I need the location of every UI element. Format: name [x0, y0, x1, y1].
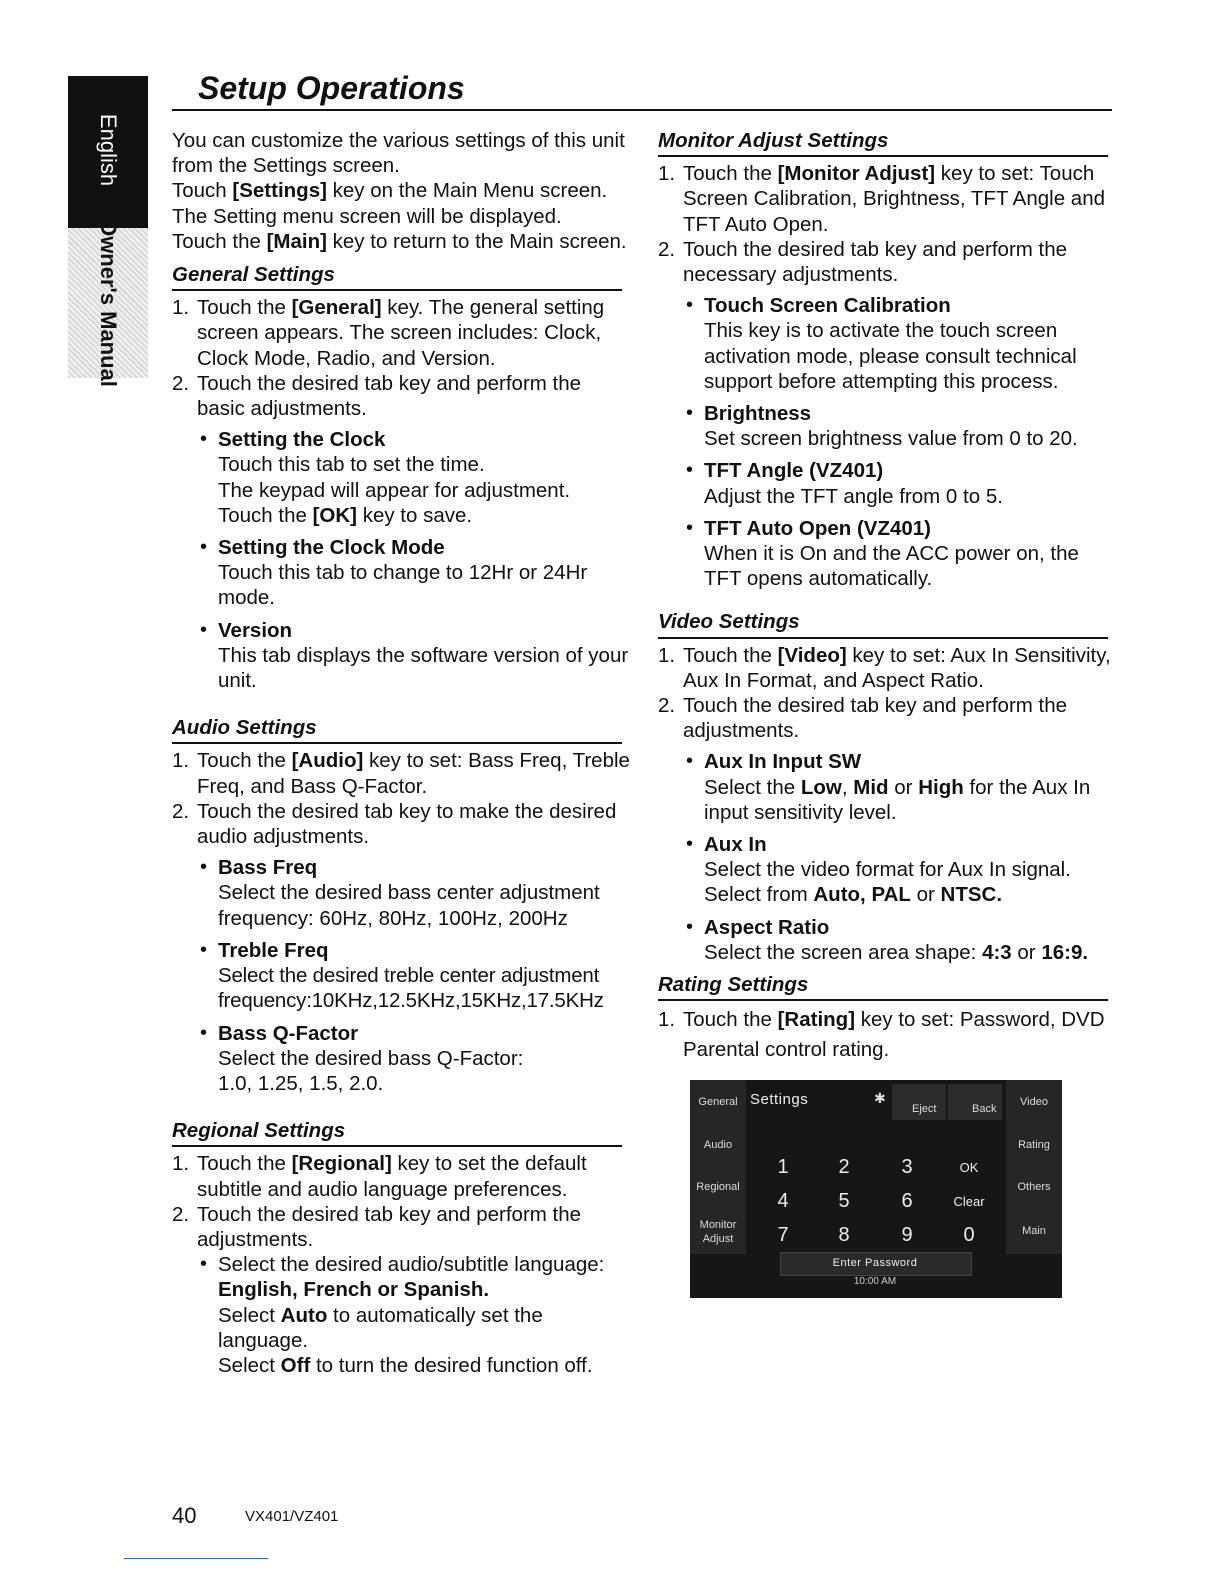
tab-video: Video — [1006, 1080, 1062, 1124]
section-title: Audio Settings — [172, 715, 622, 744]
settings-screen-image — [690, 1080, 1062, 1298]
clock-time: 10:00 AM — [853, 1276, 897, 1287]
intro-line-2: Touch [Settings] key on the Main Menu screen. — [172, 179, 608, 203]
model-number: VX401/VZ401 — [245, 1508, 339, 1525]
section-title: General Settings — [172, 262, 622, 291]
key-9: 9 — [901, 1224, 913, 1246]
bullets — [658, 749, 1114, 965]
bluetooth-icon: ✱ — [874, 1090, 886, 1106]
intro-line-1: You can customize the various settings of this unit from the Settings screen. — [172, 129, 625, 178]
page-title: Setup Operations — [198, 70, 465, 106]
step: 1. Touch the [Video] key to set: Aux In Sensitivity, Aux In Format, and Aspect Ratio. — [658, 643, 1111, 692]
footer-rule — [124, 1558, 268, 1559]
bullet-item: • Brightness Set screen brightness value from 0 to 20. — [686, 402, 1078, 451]
bullet-item: • TFT Auto Open (VZ401) When it is On and the ACC power on, the TFT opens automatically. — [686, 516, 1079, 591]
general-section — [172, 262, 632, 693]
regional-section — [172, 1118, 632, 1378]
key-8: 8 — [838, 1224, 850, 1246]
bullet-item: • Setting the Clock Mode Touch this tab to change to 12Hr or 24Hr mode. — [200, 536, 588, 610]
bullets — [172, 855, 632, 1096]
steps — [172, 748, 632, 849]
key-1: 1 — [777, 1156, 789, 1178]
step: 1. Touch the [Monitor Adjust] key to set: Touch Screen Calibration, Brightness, TFT Angle and TFT Auto Open. — [658, 162, 1106, 236]
screen-header: Settings — [750, 1091, 809, 1108]
step: 2. Touch the desired tab key and perform the adjustments. — [658, 694, 1068, 743]
step: 1. Touch the [Audio] key to set: Bass Freq, Treble Freq, and Bass Q-Factor. — [172, 749, 630, 798]
step: 2. Touch the desired tab key and perform the necessary adjustments. — [658, 237, 1068, 287]
key-7: 7 — [777, 1224, 789, 1246]
bullet-item: • Select the desired audio/subtitle language: English, French or Spanish. Select Auto to automatically set the language. Select Off to turn the desired function off. — [200, 1253, 605, 1377]
back-label: Back — [972, 1103, 997, 1115]
key-6: 6 — [901, 1190, 913, 1212]
bullet-item: • Aux In Select the video format for Aux In signal. Select from Auto, PAL or NTSC. — [686, 833, 1071, 907]
step: 2. Touch the desired tab key to make the desired audio adjustments. — [172, 799, 617, 849]
bullet-item: • Bass Freq Select the desired bass center adjustment frequency: 60Hz, 80Hz, 100Hz, 200Hz — [200, 856, 600, 930]
step: 2. Touch the desired tab key and perform the basic adjustments. — [172, 371, 582, 421]
bullet-item: • Aux In Input SW Select the Low, Mid or High for the Aux In input sensitivity level. — [686, 750, 1091, 824]
video-section — [658, 609, 1114, 965]
key-5: 5 — [838, 1190, 850, 1212]
intro-line-3: The Setting menu screen will be displayed. — [172, 204, 562, 228]
steps — [658, 643, 1114, 744]
bullets — [172, 1252, 632, 1378]
tab-main: Main — [1006, 1208, 1062, 1254]
tab-rating: Rating — [1006, 1124, 1062, 1166]
section-title: Regional Settings — [172, 1118, 622, 1147]
tab-regional: Regional — [690, 1166, 746, 1208]
steps — [172, 295, 632, 421]
bullet-item: • TFT Angle (VZ401) Adjust the TFT angle from 0 to 5. — [686, 459, 1003, 508]
intro — [172, 128, 632, 254]
key-2: 2 — [838, 1156, 850, 1178]
key-ok: OK — [959, 1160, 979, 1175]
bullet-item: • Touch Screen Calibration This key is to activate the touch screen activation mode, please consult technical support before attempting this process. — [686, 294, 1077, 393]
key-0: 0 — [963, 1224, 975, 1246]
tab-general: General — [690, 1080, 746, 1124]
right-column — [658, 128, 1114, 1065]
steps — [172, 1151, 632, 1252]
section-title: Rating Settings — [658, 972, 1108, 1001]
step: 2. Touch the desired tab key and perform the adjustments. — [172, 1202, 582, 1251]
section-title: Monitor Adjust Settings — [658, 128, 1108, 157]
bullet-item: • Aspect Ratio Select the screen area shape: 4:3 or 16:9. — [686, 915, 1089, 964]
eject-label: Eject — [912, 1103, 937, 1115]
side-tab-manual: Owner's Manual — [96, 219, 121, 387]
bullet-item: • Bass Q-Factor Select the desired bass Q-Factor: 1.0, 1.25, 1.5, 2.0. — [200, 1021, 524, 1095]
rating-section — [658, 972, 1114, 1065]
intro-line-4: Touch the [Main] key to return to the Main screen. — [172, 229, 627, 253]
tab-audio: Audio — [690, 1124, 746, 1166]
steps — [658, 1005, 1114, 1065]
audio-section — [172, 715, 632, 1096]
bullet-item: • Treble Freq Select the desired treble center adjustment frequency:10KHz,12.5KHz,15KHz,17.5KHz — [200, 938, 604, 1013]
password-prompt: Enter Password — [832, 1257, 918, 1269]
bullet-item: • Setting the Clock Touch this tab to set the time. The keypad will appear for adjustment. Touch the [OK] key to save. — [200, 428, 571, 527]
step: 1. Touch the [General] key. The general setting screen appears. The screen includes: Clock, Clock Mode, Radio, and Version. — [172, 296, 605, 370]
section-title: Video Settings — [658, 609, 1108, 638]
title-rule — [172, 109, 1112, 111]
bullets — [172, 427, 632, 693]
left-column — [172, 128, 632, 1385]
tab-monitor-adjust: Monitor Adjust — [690, 1208, 746, 1254]
steps — [658, 161, 1114, 287]
side-tab-language: English — [96, 113, 121, 187]
step: 1. Touch the [Regional] key to set the default subtitle and audio language preferences. — [172, 1152, 587, 1201]
monitor-section — [658, 128, 1114, 591]
key-clear: Clear — [953, 1194, 985, 1209]
tab-others: Others — [1006, 1166, 1062, 1208]
key-4: 4 — [777, 1190, 789, 1212]
key-3: 3 — [901, 1156, 913, 1178]
bullets — [658, 293, 1114, 591]
page-number: 40 — [172, 1503, 197, 1528]
step: 1. Touch the [Rating] key to set: Password, DVD Parental control rating. — [658, 1008, 1105, 1062]
bullet-item: • Version This tab displays the software version of your unit. — [200, 618, 629, 693]
